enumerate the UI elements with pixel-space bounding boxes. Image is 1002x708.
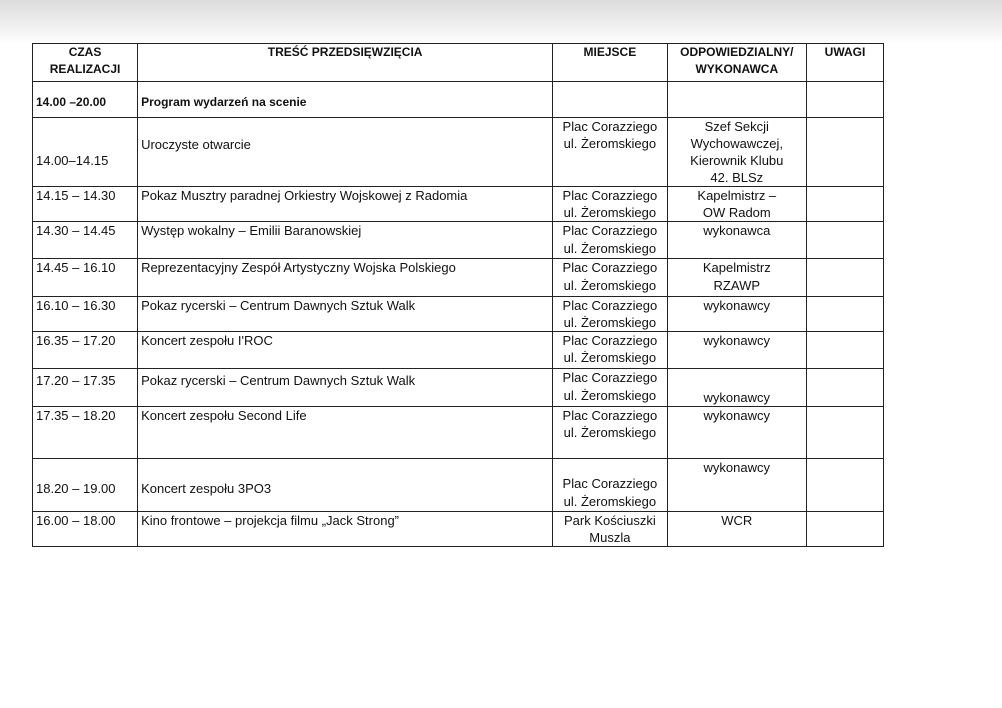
place-line: Plac Corazziego: [562, 370, 658, 385]
row-responsible: [667, 332, 806, 369]
row-responsible: [667, 459, 806, 512]
resp-line: wykonawcy: [703, 298, 771, 313]
place-line: Plac Corazziego: [562, 260, 658, 275]
row-description: Uroczyste otwarcie: [138, 118, 553, 187]
table-row: [33, 459, 884, 512]
resp-line: wykonawcy: [703, 333, 771, 348]
row-description: Pokaz rycerski – Centrum Dawnych Sztuk Walk: [138, 369, 553, 407]
table-row: [33, 369, 884, 407]
header-resp-line1: ODPOWIEDZIALNY/: [680, 45, 794, 59]
place-line: ul. Żeromskiego: [563, 136, 657, 151]
resp-line: wykonawcy: [703, 390, 771, 405]
section-resp: [667, 82, 806, 118]
place-line: ul. Żeromskiego: [563, 494, 657, 509]
resp-line: wykonawca: [703, 223, 771, 238]
table-row: [33, 187, 884, 222]
row-responsible: [667, 259, 806, 297]
row-place: [553, 222, 667, 259]
row-place: [553, 459, 667, 512]
row-description: Koncert zespołu Second Life: [138, 407, 553, 459]
row-place: [553, 332, 667, 369]
row-time: 18.20 – 19.00: [33, 459, 138, 512]
place-line: Plac Corazziego: [562, 333, 658, 348]
place-line: ul. Żeromskiego: [563, 205, 657, 220]
resp-line: Kapelmistrz: [702, 260, 771, 275]
header-resp-line2: WYKONAWCA: [695, 62, 779, 76]
table-row: [33, 259, 884, 297]
resp-line: Wychowawczej,: [690, 136, 783, 151]
resp-line: wykonawcy: [703, 460, 771, 475]
row-description: Koncert zespołu I'ROC: [138, 332, 553, 369]
row-notes: [806, 407, 883, 459]
row-notes: [806, 459, 883, 512]
place-line: Plac Corazziego: [562, 119, 658, 134]
row-place: [553, 407, 667, 459]
viewer-top-bar: [0, 0, 1002, 44]
resp-line: 42. BLSz: [710, 170, 764, 185]
place-line: Plac Corazziego: [562, 408, 658, 423]
row-time: 14.30 – 14.45: [33, 222, 138, 259]
place-line: ul. Żeromskiego: [563, 315, 657, 330]
header-notes: UWAGI: [806, 44, 883, 82]
row-place: [553, 297, 667, 332]
table-row: [33, 332, 884, 369]
row-notes: [806, 187, 883, 222]
resp-line: wykonawcy: [703, 408, 771, 423]
place-line: Plac Corazziego: [562, 223, 658, 238]
row-description: Pokaz rycerski – Centrum Dawnych Sztuk Walk: [138, 297, 553, 332]
row-time: 17.20 – 17.35: [33, 369, 138, 407]
place-line: ul. Żeromskiego: [563, 350, 657, 365]
section-notes: [806, 82, 883, 118]
row-description: Pokaz Musztry paradnej Orkiestry Wojskowej z Radomia: [138, 187, 553, 222]
section-row: [33, 82, 884, 118]
header-time-line1: CZAS: [68, 45, 102, 59]
row-responsible: [667, 369, 806, 407]
section-title: [138, 82, 553, 118]
row-responsible: [667, 222, 806, 259]
row-place: [553, 118, 667, 187]
row-time: 14.45 – 16.10: [33, 259, 138, 297]
row-place: [553, 512, 667, 547]
row-description: Występ wokalny – Emilii Baranowskiej: [138, 222, 553, 259]
header-row: [33, 44, 884, 82]
table-row: [33, 512, 884, 547]
place-line: ul. Żeromskiego: [563, 278, 657, 293]
table-row: [33, 407, 884, 459]
row-description: Reprezentacyjny Zespół Artystyczny Wojska Polskiego: [138, 259, 553, 297]
row-time: 14.15 – 14.30: [33, 187, 138, 222]
place-line: ul. Żeromskiego: [563, 388, 657, 403]
row-place: [553, 259, 667, 297]
header-responsible: [667, 44, 806, 82]
table-row: [33, 118, 884, 187]
row-time: 16.10 – 16.30: [33, 297, 138, 332]
section-title-text: Program wydarzeń na scenie: [141, 94, 307, 109]
section-time-text: 14.00 –20.00: [36, 94, 107, 109]
row-notes: [806, 332, 883, 369]
place-line: ul. Żeromskiego: [563, 425, 657, 440]
resp-line: WCR: [721, 513, 753, 528]
place-line: Plac Corazziego: [562, 188, 658, 203]
place-line: Plac Corazziego: [562, 476, 658, 491]
header-time: [33, 44, 138, 82]
resp-line: Kapelmistrz –: [697, 188, 777, 203]
row-responsible: [667, 297, 806, 332]
row-notes: [806, 259, 883, 297]
row-notes: [806, 297, 883, 332]
section-time: [33, 82, 138, 118]
row-description: Koncert zespołu 3PO3: [138, 459, 553, 512]
row-time: 14.00–14.15: [33, 118, 138, 187]
table-row: [33, 297, 884, 332]
row-place: [553, 369, 667, 407]
place-line: Muszla: [589, 530, 631, 545]
header-place: MIEJSCE: [553, 44, 667, 82]
row-notes: [806, 222, 883, 259]
resp-line: Kierownik Klubu: [690, 153, 784, 168]
event-schedule-table: [32, 43, 884, 547]
row-description: Kino frontowe – projekcja filmu „Jack Strong”: [138, 512, 553, 547]
row-notes: [806, 369, 883, 407]
header-description: TREŚĆ PRZEDSIĘWZIĘCIA: [138, 44, 553, 82]
row-time: 16.00 – 18.00: [33, 512, 138, 547]
row-notes: [806, 512, 883, 547]
row-time: 17.35 – 18.20: [33, 407, 138, 459]
row-responsible: [667, 407, 806, 459]
resp-line: Szef Sekcji: [704, 119, 769, 134]
row-place: [553, 187, 667, 222]
row-responsible: [667, 187, 806, 222]
table-row: [33, 222, 884, 259]
row-responsible: [667, 512, 806, 547]
row-responsible: [667, 118, 806, 187]
row-time: 16.35 – 17.20: [33, 332, 138, 369]
place-line: Park Kościuszki: [564, 513, 656, 528]
place-line: ul. Żeromskiego: [563, 241, 657, 256]
header-time-line2: REALIZACJI: [49, 62, 121, 76]
place-line: Plac Corazziego: [562, 298, 658, 313]
resp-line: OW Radom: [702, 205, 771, 220]
row-notes: [806, 118, 883, 187]
section-place: [553, 82, 667, 118]
resp-line: RZAWP: [713, 278, 761, 293]
